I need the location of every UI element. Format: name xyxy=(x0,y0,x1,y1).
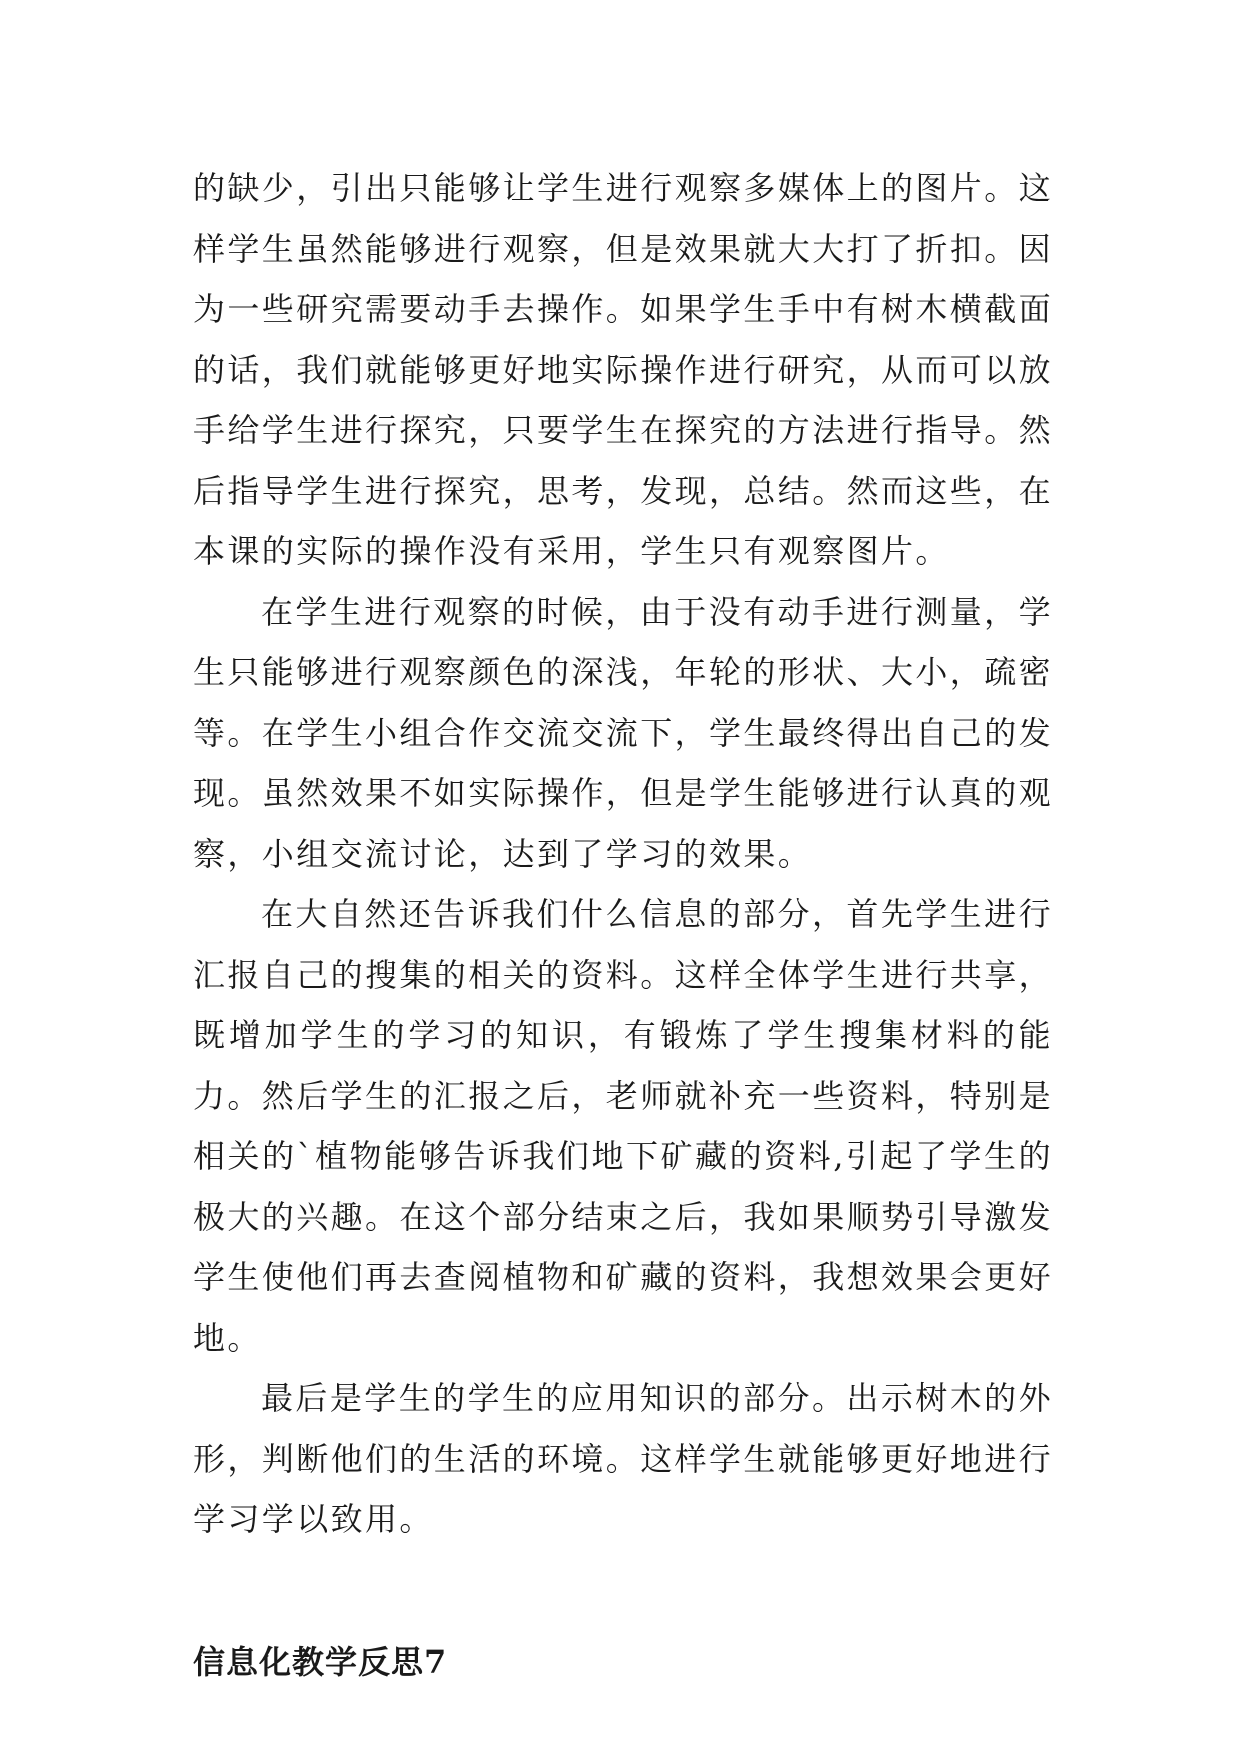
paragraph-4: 最后是学生的学生的应用知识的部分。出示树木的外形，判断他们的生活的环境。这样学生就能够更好地进行学习学以致用。 xyxy=(193,1379,1054,1538)
section-spacer xyxy=(193,1550,1053,1632)
document-body xyxy=(193,158,1053,1692)
paragraph-2: 在学生进行观察的时候，由于没有动手进行测量，学生只能够进行观察颜色的深浅，年轮的形状、大小，疏密等。在学生小组合作交流交流下，学生最终得出自己的发现。虽然效果不如实际操作，但是学生能够进行认真的观察，小组交流讨论，达到了学习的效果。 xyxy=(193,592,1054,873)
section-heading: 信息化教学反思7 xyxy=(193,1642,448,1681)
paragraph-3: 在大自然还告诉我们什么信息的部分，首先学生进行汇报自己的搜集的相关的资料。这样全体学生进行共享，既增加学生的学习的知识，有锻炼了学生搜集材料的能力。然后学生的汇报之后，老师就补充一些资料，特别是相关的`植物能够告诉我们地下矿藏的资料,引起了学生的极大的兴趣。在这个部分结束之后，我如果顺势引导激发学生使他们再去查阅植物和矿藏的资料，我想效果会更好地。 xyxy=(193,895,1054,1357)
paragraph-1: 的缺少，引出只能够让学生进行观察多媒体上的图片。这样学生虽然能够进行观察，但是效果就大大打了折扣。因为一些研究需要动手去操作。如果学生手中有树木横截面的话，我们就能够更好地实际操作进行研究，从而可以放手给学生进行探究，只要学生在探究的方法进行指导。然后指导学生进行探究，思考，发现，总结。然而这些，在本课的实际的操作没有采用，学生只有观察图片。 xyxy=(193,169,1054,570)
